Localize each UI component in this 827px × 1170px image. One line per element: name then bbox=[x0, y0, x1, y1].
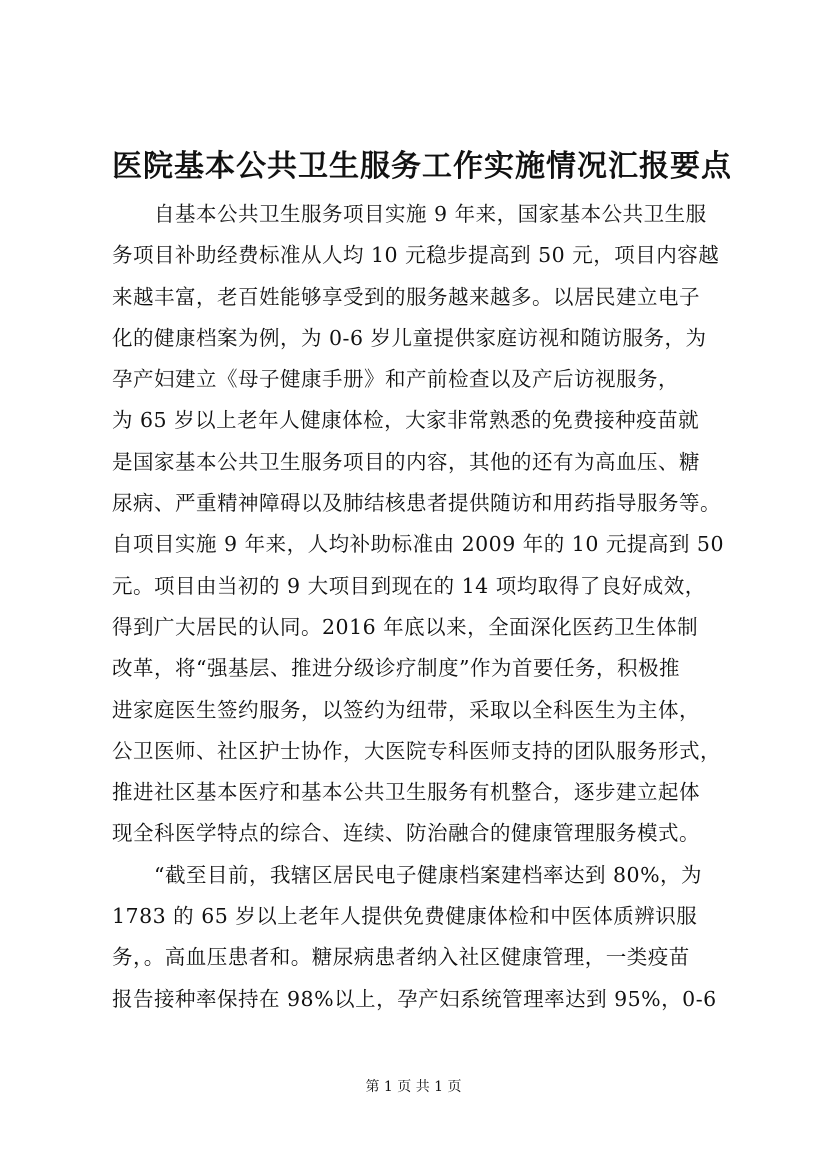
document-body bbox=[112, 194, 742, 1020]
body-line: 化的健康档案为例，为 0-6 岁儿童提供家庭访视和随访服务，为 bbox=[112, 325, 707, 350]
body-line: 为 65 岁以上老年人健康体检，大家非常熟悉的免费接种疫苗就 bbox=[112, 408, 700, 433]
body-line: 现全科医学特点的综合、连续、防治融合的健康管理服务模式。 bbox=[112, 821, 700, 846]
body-line: 公卫医师、社区护士协作，大医院专科医师支持的团队服务形式， bbox=[112, 738, 721, 763]
body-line: 进家庭医生签约服务，以签约为纽带，采取以全科医生为主体， bbox=[112, 697, 700, 722]
body-line: 务，。高血压患者和。糖尿病患者纳入社区健康管理，一类疫苗 bbox=[112, 945, 690, 970]
body-line: 尿病、严重精神障碍以及肺结核患者提供随访和用药指导服务等。 bbox=[112, 491, 721, 516]
body-line: 务项目补助经费标准从人均 10 元稳步提高到 50 元，项目内容越 bbox=[112, 243, 720, 268]
document-title: 医院基本公共卫生服务工作实施情况汇报要点 bbox=[112, 149, 732, 184]
page-footer: 第 1 页 共 1 页 bbox=[365, 1079, 462, 1095]
body-line: 自基本公共卫生服务项目实施 9 年来，国家基本公共卫生服 bbox=[154, 202, 707, 226]
body-line: 是国家基本公共卫生服务项目的内容，其他的还有为高血压、糖 bbox=[112, 449, 700, 474]
body-line: 报告接种率保持在 98%以上，孕产妇系统管理率达到 95%，0-6 bbox=[112, 986, 717, 1011]
body-line: 得到广大居民的认同。2016 年底以来，全面深化医药卫生体制 bbox=[112, 614, 699, 639]
body-line: 改革，将“强基层、推进分级诊疗制度”作为首要任务，积极推 bbox=[112, 656, 680, 681]
body-line: “截至目前，我辖区居民电子健康档案建档率达到 80%，为 bbox=[154, 862, 703, 887]
body-line: 1783 的 65 岁以上老年人提供免费健康体检和中医体质辨识服 bbox=[112, 904, 698, 929]
body-line: 元。项目由当初的 9 大项目到现在的 14 项均取得了良好成效， bbox=[112, 573, 706, 598]
body-line: 孕产妇建立《母子健康手册》和产前检查以及产后访视服务， bbox=[112, 367, 679, 392]
body-line: 来越丰富，老百姓能够享受到的服务越来越多。以居民建立电子 bbox=[112, 284, 700, 309]
body-line: 自项目实施 9 年来，人均补助标准由 2009 年的 10 元提高到 50 bbox=[112, 532, 724, 557]
body-line: 推进社区基本医疗和基本公共卫生服务有机整合，逐步建立起体 bbox=[112, 780, 700, 805]
